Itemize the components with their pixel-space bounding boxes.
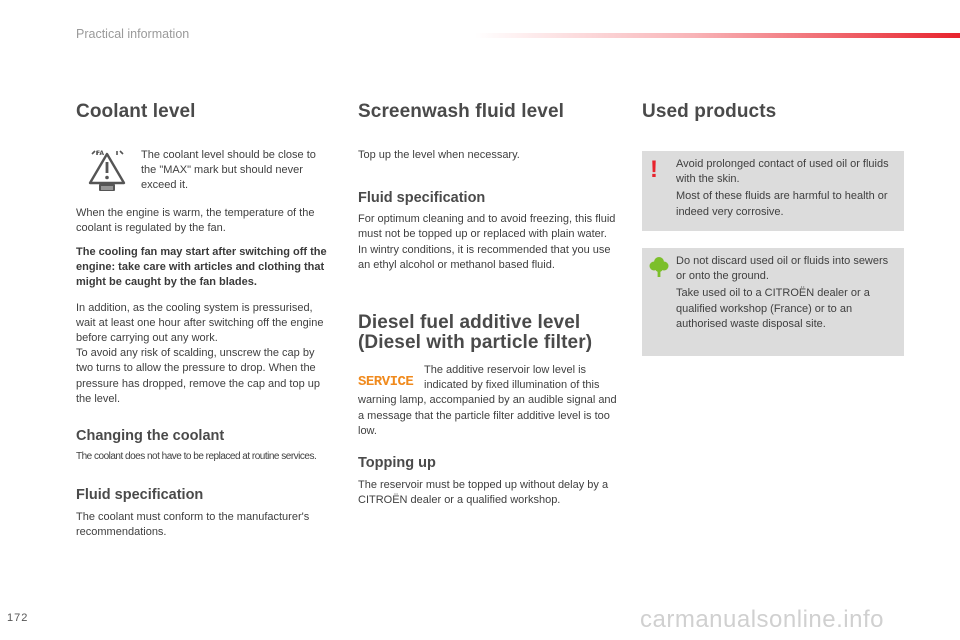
used-env-text-2: Take used oil to a CITROËN dealer or a qualified workshop (France) or to an authorised waste disposal site. (676, 287, 870, 330)
running-header: Practical information (76, 27, 190, 41)
header-accent-bar (475, 33, 960, 38)
coolant-intro-row (76, 148, 334, 194)
used-products-warning-box (642, 151, 904, 231)
service-icon-text: SERVICE (358, 374, 414, 391)
screenwash-spec-title: Fluid specification (358, 190, 486, 207)
used-products-column (642, 100, 904, 356)
diesel-additive-block (358, 363, 620, 439)
tree-icon (649, 256, 669, 283)
coolant-spec-title: Fluid specification (76, 487, 204, 504)
screenwash-column (358, 100, 620, 508)
exclamation-icon: ! (650, 156, 658, 183)
footer-watermark: carmanualsonline.info (640, 606, 884, 633)
coolant-fan-warning: The cooling fan may start after switching off the engine: take care with articles and clothing that might be caught by the fan blades. (76, 246, 327, 289)
used-warning-text-2: Most of these fluids are harmful to health or indeed very corrosive. (676, 190, 888, 218)
coolant-scalding-text: To avoid any risk of scalding, unscrew the cap by two turns to allow the pressure to drop. When the pressure has dropped, remove the cap and top up the level. (76, 347, 320, 405)
topping-up-title: Topping up (358, 455, 436, 472)
changing-coolant-text: The coolant does not have to be replaced at routine services. (76, 451, 317, 463)
screenwash-spec-text-2: In wintry conditions, it is recommended that you use an ethyl alcohol or methanol based fluid. (358, 243, 611, 271)
page-number: 172 (7, 612, 29, 624)
coolant-spec-text: The coolant must conform to the manufacturer's recommendations. (76, 511, 310, 539)
svg-text:FA: FA (96, 150, 105, 157)
coolant-title: Coolant level (76, 101, 196, 122)
coolant-pressure-text: In addition, as the cooling system is pressurised, wait at least one hour after switching off the engine before carrying out any work. (76, 301, 324, 345)
used-env-text-1: Do not discard used oil or fluids into sewers or onto the ground. (676, 255, 889, 283)
used-products-environment-box (642, 248, 904, 356)
changing-coolant-title: Changing the coolant (76, 428, 225, 445)
coolant-intro-text: The coolant level should be close to the "MAX" mark but should never exceed it. (141, 149, 316, 192)
diesel-additive-text: The additive reservoir low level is indicated by fixed illumination of this warning lamp, accompanied by an audible signal and a message that the particle filter additive level is too low. (358, 364, 617, 437)
screenwash-spec-text-1: For optimum cleaning and to avoid freezing, this fluid must not be topped up or replaced with plain water. (358, 213, 616, 241)
service-icon (358, 372, 414, 392)
coolant-fan-text: When the engine is warm, the temperature of the coolant is regulated by the fan. (76, 206, 315, 234)
screenwash-intro: Top up the level when necessary. (358, 149, 520, 161)
coolant-column (76, 100, 334, 541)
used-products-title: Used products (642, 101, 777, 122)
coolant-warning-icon (87, 148, 127, 192)
screenwash-title: Screenwash fluid level (358, 101, 565, 122)
diesel-additive-title: Diesel fuel additive level (Diesel with particle filter) (358, 312, 593, 354)
topping-up-text: The reservoir must be topped up without delay by a CITROËN dealer or a qualified workshop. (358, 479, 609, 507)
used-warning-text-1: Avoid prolonged contact of used oil or fluids with the skin. (676, 158, 889, 186)
